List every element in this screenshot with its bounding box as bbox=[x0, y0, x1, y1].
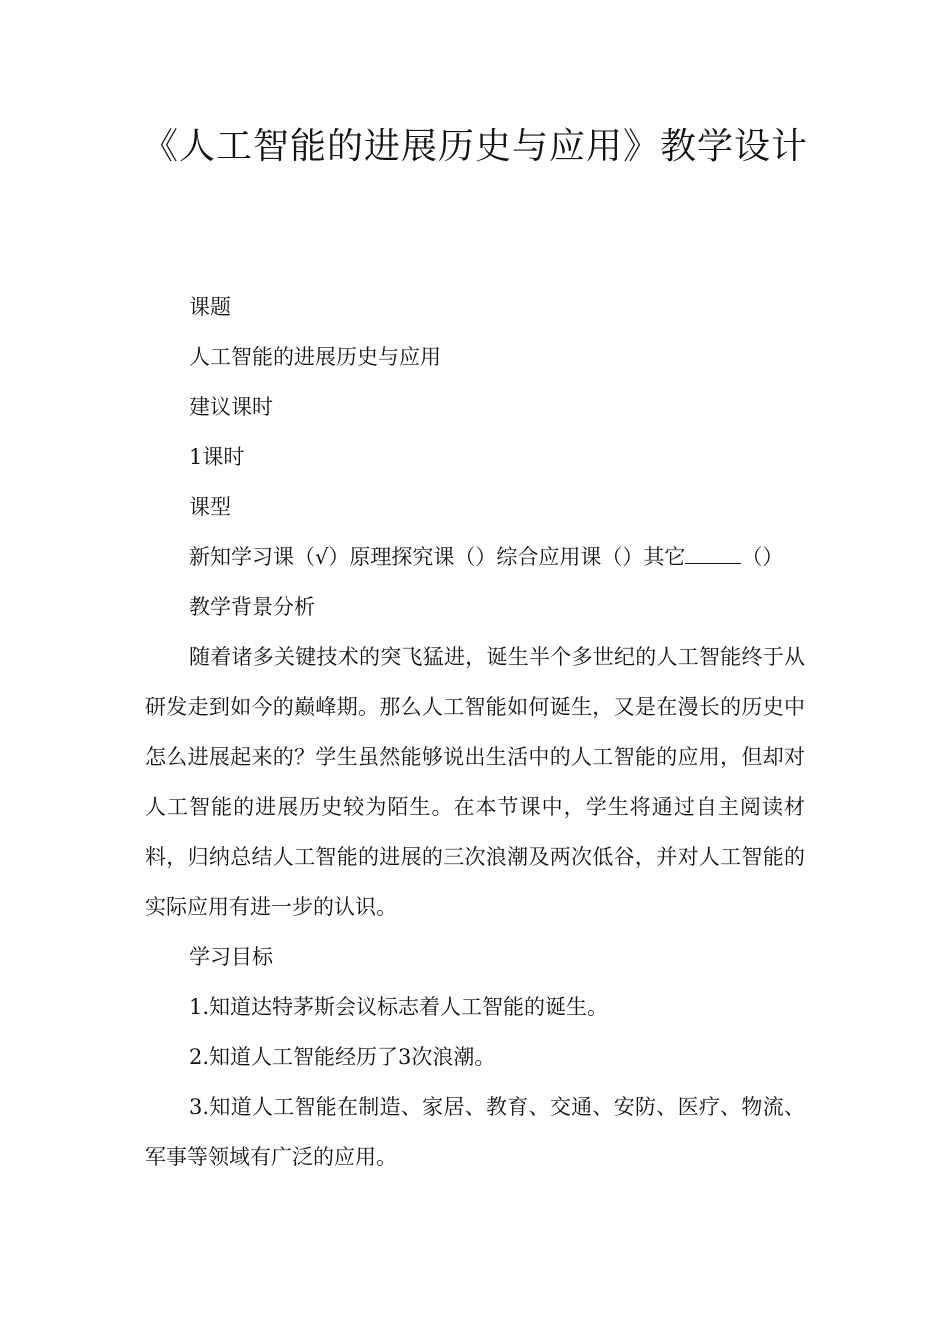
document-title: 《人工智能的进展历史与应用》教学设计 bbox=[141, 126, 808, 167]
goal-item-2: 2.知道人工智能经历了3次浪潮。 bbox=[189, 1045, 496, 1069]
type-label: 课型 bbox=[189, 495, 231, 519]
background-text: 随着诸多关键技术的突飞猛进，诞生半个多世纪的人工智能终于从研发走到如今的巅峰期。那么人工智能如何诞生，又是在漫长的历史中怎么进展起来的？学生虽然能够说出生活中的人工智能的应用，但却对人工智能的进展历史较为陌生。在本节课中，学生将通过自主阅读材料，归纳总结人工智能的进展的三次浪潮及两次低谷，并对人工智能的实际应用有进一步的认识。 bbox=[145, 645, 805, 919]
goal-item-1: 1.知道达特茅斯会议标志着人工智能的诞生。 bbox=[189, 995, 609, 1019]
type-options-paragraph bbox=[145, 532, 805, 582]
background-label: 教学背景分析 bbox=[189, 595, 315, 619]
goal-item-3: 3.知道人工智能在制造、家居、教育、交通、安防、医疗、物流、军事等领域有广泛的应用。 bbox=[145, 1095, 805, 1169]
topic-label: 课题 bbox=[189, 295, 231, 319]
goals-label: 学习目标 bbox=[189, 945, 273, 969]
other-blank-line bbox=[685, 545, 741, 564]
document-body bbox=[145, 282, 805, 1182]
hours-label: 建议课时 bbox=[189, 395, 273, 419]
hours-value: 1课时 bbox=[189, 445, 245, 469]
type-options: 新知学习课（√）原理探究课（）综合应用课（）其它 bbox=[189, 545, 686, 569]
topic-value: 人工智能的进展历史与应用 bbox=[189, 345, 441, 369]
type-tail: （） bbox=[741, 545, 784, 569]
